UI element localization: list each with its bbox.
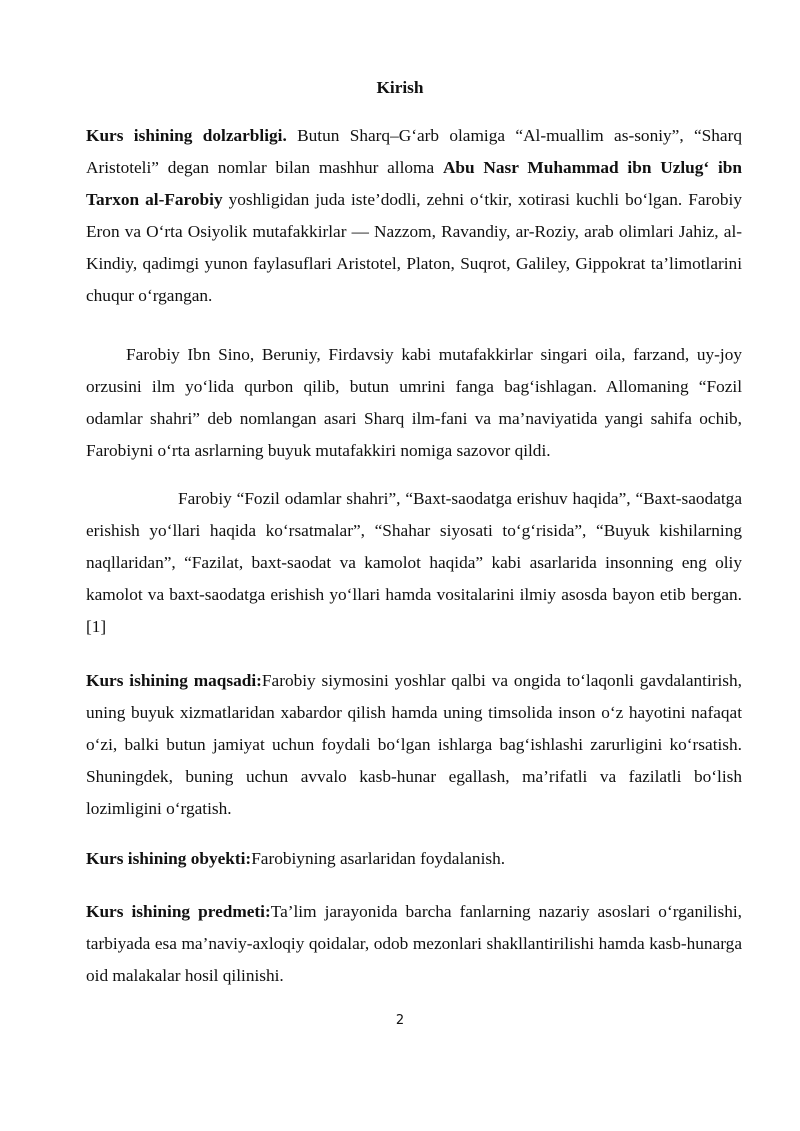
relevance-heading: Kurs ishining dolzarbligi. <box>86 126 287 145</box>
paragraph-farabi-works: Farobiy “Fozil odamlar shahri”, “Baxt-saodatga erishuv haqida”, “Baxt-saodatga erishish yo‘llari haqida ko‘rsatmalar”, “Shahar siyosati to‘g‘risida”, “Buyuk kishilarning naqllaridan”, “Fazilat, baxt-saodat va kamolot haqida” kabi asarlarida insonning eng oliy kamolot va baxt-saodatga erishish yo‘llari hamda vositalarini ilmiy asosda bayon etib bergan. [1] <box>86 489 742 636</box>
relevance-text-end: yoshligidan juda iste’dodli, zehni o‘tkir, xotirasi kuchli bo‘lgan. Farobiy Eron va O‘rta Osiyolik mutafakkirlar — Nazzom, Ravandiy, ar-Roziy, arab olimlari Jahiz, al-Kindiy, qadimgi yunon faylasuflari Aristotel, Platon, Suqrot, Galiley, Gippokrat ta’limotlarini chuqur o‘rgangan. <box>86 190 742 305</box>
subject-heading: Kurs ishining predmeti: <box>86 902 271 921</box>
paragraph-object <box>86 843 742 875</box>
paragraph-relevance <box>86 120 742 312</box>
object-text: Farobiyning asarlaridan foydalanish. <box>251 849 506 868</box>
goal-text: Farobiy siymosini yoshlar qalbi va ongida to‘laqonli gavdalantirish, uning buyuk xizmatlaridan xabardor qilish hamda uning timsolida inson o‘z hayotini nafaqat o‘zi, balki butun jamiyat uchun foydali bo‘lgan ishlarga bag‘ishlashi zarurligini ko‘rsatish. Shuningdek, buning uchun avvalo kasb-hunar egallash, ma’rifatli va fazilatli bo‘lish lozimligini o‘rgatish. <box>86 671 742 818</box>
page-number: 2 <box>395 1013 405 1028</box>
farabi-full-name: Abu Nasr Muhammad ibn Uzlug‘ ibn Tarxon al-Farobiy <box>86 158 742 209</box>
paragraph-goal <box>86 665 742 825</box>
goal-heading: Kurs ishining maqsadi: <box>86 671 262 690</box>
object-heading: Kurs ishining obyekti: <box>86 849 252 868</box>
subject-text: Ta’lim jarayonida barcha fanlarning nazariy asoslari o‘rganilishi, tarbiyada esa ma’naviy-axloqiy qoidalar, odob mezonlari shakllantirilishi hamda kasb-hunarga oid malakalar hosil qilinishi. <box>86 902 742 985</box>
page-title: Kirish <box>376 78 424 97</box>
relevance-text-start: Butun Sharq–G‘arb olamiga “Al-muallim as-soniy”, “Sharq Aristoteli” degan nomlar bilan mashhur alloma <box>86 126 742 177</box>
paragraph-subject <box>86 896 742 992</box>
paragraph-farabi-life: Farobiy Ibn Sino, Beruniy, Firdavsiy kabi mutafakkirlar singari oila, farzand, uy-joy orzusini ilm yo‘lida qurbon qilib, butun umrini fanga bag‘ishlagan. Allomaning “Fozil odamlar shahri” deb nomlangan asari Sharq ilm-fani va ma’naviyatida yangi sahifa ochib, Farobiyni o‘rta asrlarning buyuk mutafakkiri nomiga sazovor qildi. <box>86 345 742 460</box>
